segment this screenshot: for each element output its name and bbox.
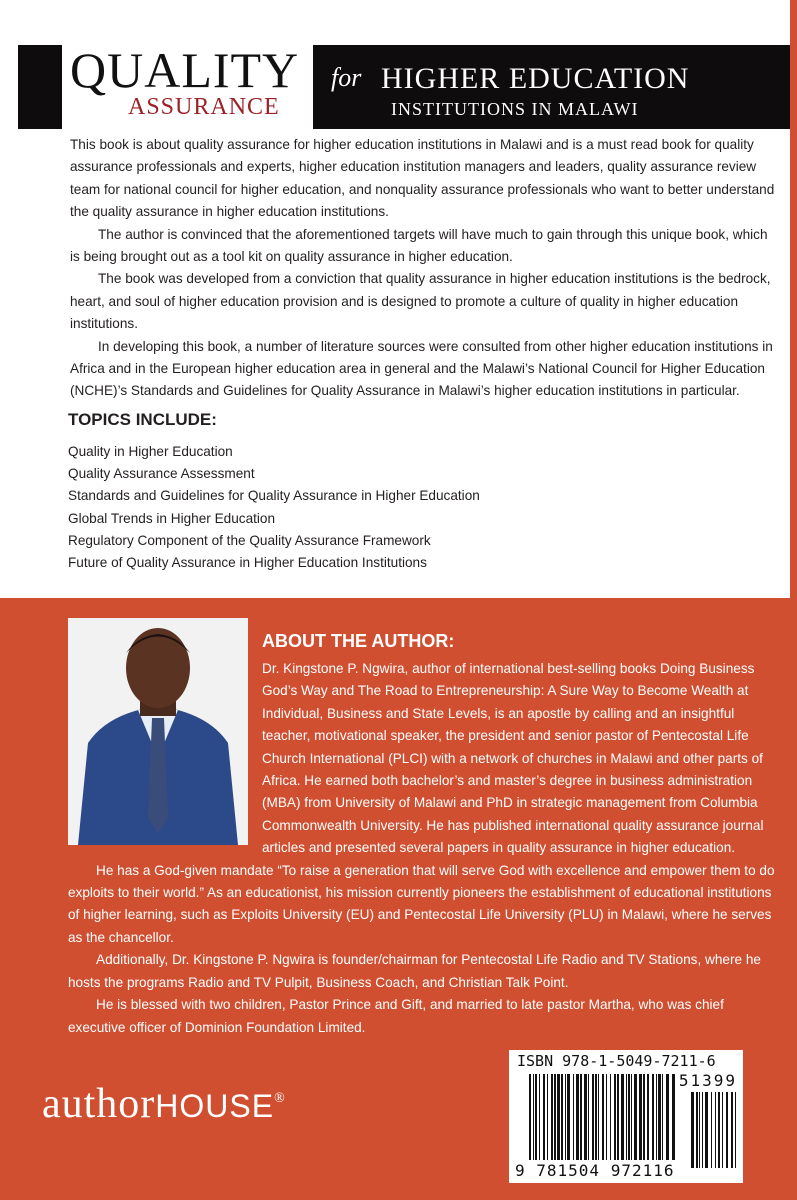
author-photo (68, 618, 248, 845)
barcode-bar (595, 1074, 597, 1160)
bio-paragraph: He has a God-given mandate “To raise a generation that will serve God with excellence and empower them to do exploits to their world.” As an educationist, his mission currently pioneers the establishment of educational institutions of higher learning, such as Exploits University (EU) and Pentecostal Life University (PLU) in Malawi, where he serves as the chancellor. (68, 862, 775, 945)
publisher-logo (42, 1080, 286, 1128)
barcode-bar (535, 1074, 537, 1160)
barcode-bar (656, 1074, 657, 1160)
barcode-bar (643, 1074, 645, 1160)
barcode-bar (576, 1074, 579, 1160)
author-bio-continued (68, 860, 780, 1039)
author-section (0, 598, 797, 1200)
subtitle-for: for (331, 63, 362, 92)
bio-paragraph: He is blessed with two children, Pastor Prince and Gift, and married to late pastor Martha, who was chief executive officer of Dominion Foundation Limited. (68, 997, 724, 1035)
topics-list (68, 441, 480, 574)
logo-registered: ® (274, 1091, 286, 1106)
barcode-bar (652, 1074, 654, 1160)
author-text-flow (68, 618, 780, 1039)
barcode-bar (631, 1074, 632, 1160)
ean-number: 9 781504 972116 (515, 1161, 675, 1180)
barcode-bar (547, 1074, 548, 1160)
barcode-bar (626, 1074, 627, 1160)
barcode-bar (691, 1092, 694, 1168)
barcode-bar (539, 1074, 540, 1160)
description-paragraph: In developing this book, a number of literature sources were consulted from other higher education institutions in Africa and in the European higher education area in general and the Malawi’s National Council for Higher Education (NCHE)’s Standards and Guidelines for Quality Assurance in Malawi’s higher education institutions in particular. (70, 338, 773, 399)
barcode-bar (617, 1074, 619, 1160)
barcode-bar (699, 1092, 700, 1168)
barcode-bar (606, 1074, 607, 1160)
barcode-bar (696, 1092, 698, 1168)
title-assurance: ASSURANCE (128, 94, 280, 120)
topics-heading: TOPICS INCLUDE: (68, 410, 217, 429)
barcode-bar (718, 1092, 720, 1168)
barcode-bar (711, 1092, 712, 1168)
barcode-bar (533, 1074, 534, 1160)
barcode-bar (588, 1074, 589, 1160)
barcode-bar (567, 1074, 570, 1160)
barcode-bar (565, 1074, 566, 1160)
barcode-bar (634, 1074, 637, 1160)
subtitle-higher-education: HIGHER EDUCATION (381, 62, 690, 95)
barcode-bar (705, 1092, 708, 1168)
barcode-bar (602, 1074, 604, 1160)
barcode-bar (621, 1074, 624, 1160)
logo-author: author (42, 1081, 156, 1127)
barcode-bar (598, 1074, 599, 1160)
topic-item: Global Trends in Higher Education (68, 510, 276, 526)
description-paragraph: The book was developed from a conviction that quality assurance in higher education institutions is the bedrock, heart, and soul of higher education provision and is designed to promote a culture of quality in higher education institutions. (70, 271, 771, 332)
barcode-bar (702, 1092, 703, 1168)
barcode-bar (529, 1074, 531, 1160)
barcode-bar (666, 1074, 669, 1160)
barcode-bar (735, 1092, 736, 1168)
barcode-bar (614, 1074, 616, 1160)
barcode-bar (672, 1074, 675, 1160)
barcode-bar (554, 1074, 556, 1160)
bio-paragraph: Additionally, Dr. Kingstone P. Ngwira is founder/chairman for Pentecostal Life Radio and TV Stations, where he hosts the programs Radio and TV Pulpit, Business Coach, and Christian Talk Point. (68, 952, 761, 990)
about-author-heading: ABOUT THE AUTHOR: (262, 631, 455, 651)
barcode-bar (584, 1074, 587, 1160)
price-code: 51399 (678, 1071, 737, 1090)
subtitle-banner (313, 45, 790, 129)
barcode-bar (647, 1074, 649, 1160)
topic-item: Future of Quality Assurance in Higher Education Institutions (68, 555, 427, 571)
topic-item: Quality Assurance Assessment (68, 466, 255, 482)
logo-house: HOUSE (155, 1088, 275, 1124)
barcode-bar (561, 1074, 563, 1160)
book-description (70, 134, 780, 403)
barcode-bar (551, 1074, 553, 1160)
title-quality: QUALITY (70, 42, 300, 98)
barcode-bar (731, 1092, 733, 1168)
isbn-text: ISBN 978-1-5049-7211-6 (517, 1052, 716, 1070)
barcode-bar (662, 1074, 663, 1160)
barcode-bar (658, 1074, 661, 1160)
description-paragraph: This book is about quality assurance for higher education institutions in Malawi and is a must read book for quality assurance professionals and experts, higher education institution managers and leaders, quality assurance review team for national council for higher education, and nonquality assurance professionals who want to better understand the quality assurance in higher education institutions. (70, 137, 775, 220)
barcode-bar (628, 1074, 630, 1160)
barcode-bar (580, 1074, 582, 1160)
author-bio: Dr. Kingstone P. Ngwira, author of international best-selling books Doing Business God’s Way and The Road to Entrepreneurship: A Sure Way to Become Wealth at Individual, Business and State Levels, is an apostle by calling and an insightful teacher, motivational speaker, the president and senior pastor of Pentecostal Life Church International (PLCI) with a network of churches in Malawi and other parts of Africa. He earned both bachelor’s and master’s degree in business administration (MBA) from University of Malawi and PhD in strategic management from Columbia Commonwealth University. He has published international quality assurance journal articles and presented several papers in quality assurance in higher education. (262, 661, 764, 856)
topic-item: Standards and Guidelines for Quality Assurance in Higher Education (68, 488, 480, 504)
barcode-bar (610, 1074, 611, 1160)
barcode-bar (557, 1074, 560, 1160)
barcode-bar (726, 1092, 728, 1168)
barcode-bar (543, 1074, 545, 1160)
orange-edge-strip (790, 0, 797, 598)
barcode-bar (639, 1074, 642, 1160)
title-black-block (18, 45, 62, 129)
barcode-bar (715, 1092, 716, 1168)
barcode-bar (722, 1092, 723, 1168)
topic-item: Quality in Higher Education (68, 444, 233, 459)
description-paragraph: The author is convinced that the aforementioned targets will have much to gain through this unique book, which is being brought out as a tool kit on quality assurance in higher education. (70, 226, 768, 265)
isbn-barcode (509, 1050, 743, 1183)
barcode-bar (573, 1074, 574, 1160)
barcode-bar (592, 1074, 594, 1160)
topic-item: Regulatory Component of the Quality Assurance Framework (68, 532, 431, 548)
subtitle-institutions: INSTITUTIONS IN MALAWI (391, 99, 639, 119)
